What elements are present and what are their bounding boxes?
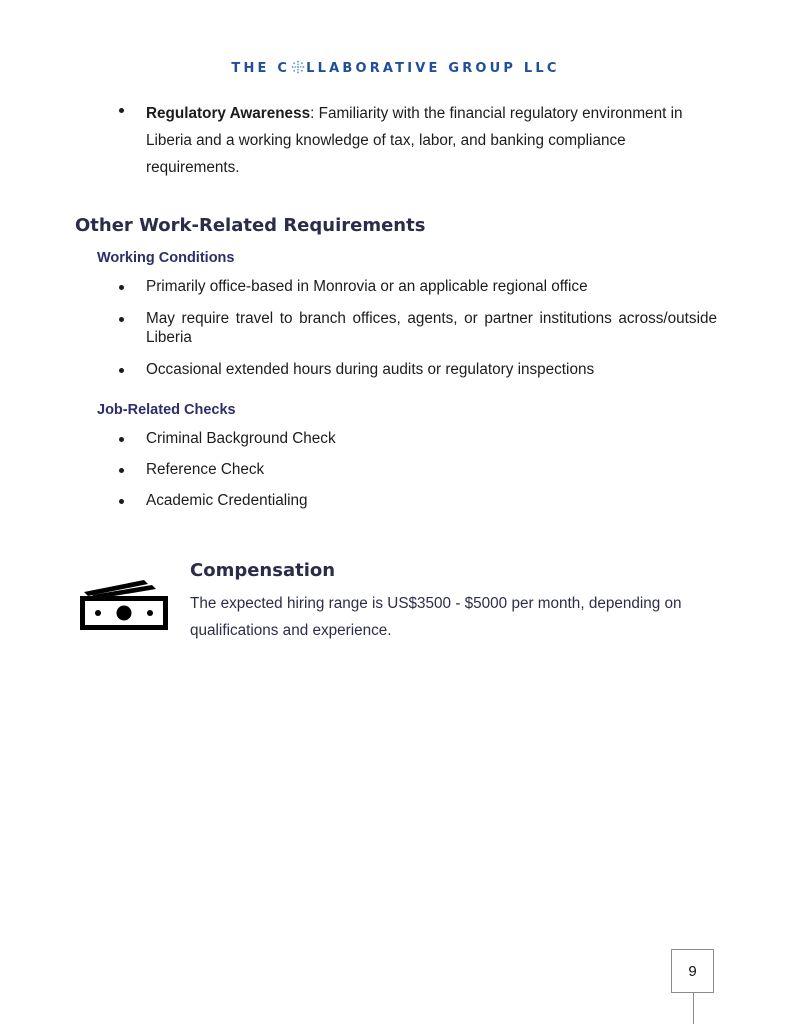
company-header <box>0 60 791 78</box>
list-item: Criminal Background Check <box>117 429 677 448</box>
list-item: Occasional extended hours during audits or regulatory inspections <box>117 360 717 379</box>
list-item: Primarily office-based in Monrovia or an applicable regional office <box>117 277 717 296</box>
section-title-other-requirements: Other Work-Related Requirements <box>75 215 426 236</box>
list-item: Academic Credentialing <box>117 491 677 510</box>
company-name-part-2: LLABORATIVE GROUP LLC <box>306 61 560 76</box>
compensation-title: Compensation <box>190 560 336 581</box>
page-number: 9 <box>671 949 714 993</box>
subheading-job-related-checks: Job-Related Checks <box>97 402 236 418</box>
company-name-part-1: THE C <box>231 61 291 76</box>
list-item: May require travel to branch offices, agents, or partner institutions across/outside Liberia <box>117 309 717 347</box>
regulatory-list <box>117 100 697 181</box>
subheading-working-conditions: Working Conditions <box>97 250 235 266</box>
regulatory-term: Regulatory Awareness <box>146 105 311 122</box>
working-conditions-list <box>117 277 717 392</box>
job-checks-list <box>117 429 677 522</box>
page-number-line <box>693 993 694 1024</box>
list-item <box>117 100 697 181</box>
compensation-text: The expected hiring range is US$3500 - $5000 per month, depending on qualifications and experience. <box>190 595 682 639</box>
money-icon <box>78 576 170 637</box>
globe-dots-icon <box>291 60 305 78</box>
regulatory-text: : Familiarity with the financial regulatory environment in Liberia and a working knowledge of tax, labor, and banking compliance requirements. <box>146 105 683 176</box>
list-item: Reference Check <box>117 460 677 479</box>
